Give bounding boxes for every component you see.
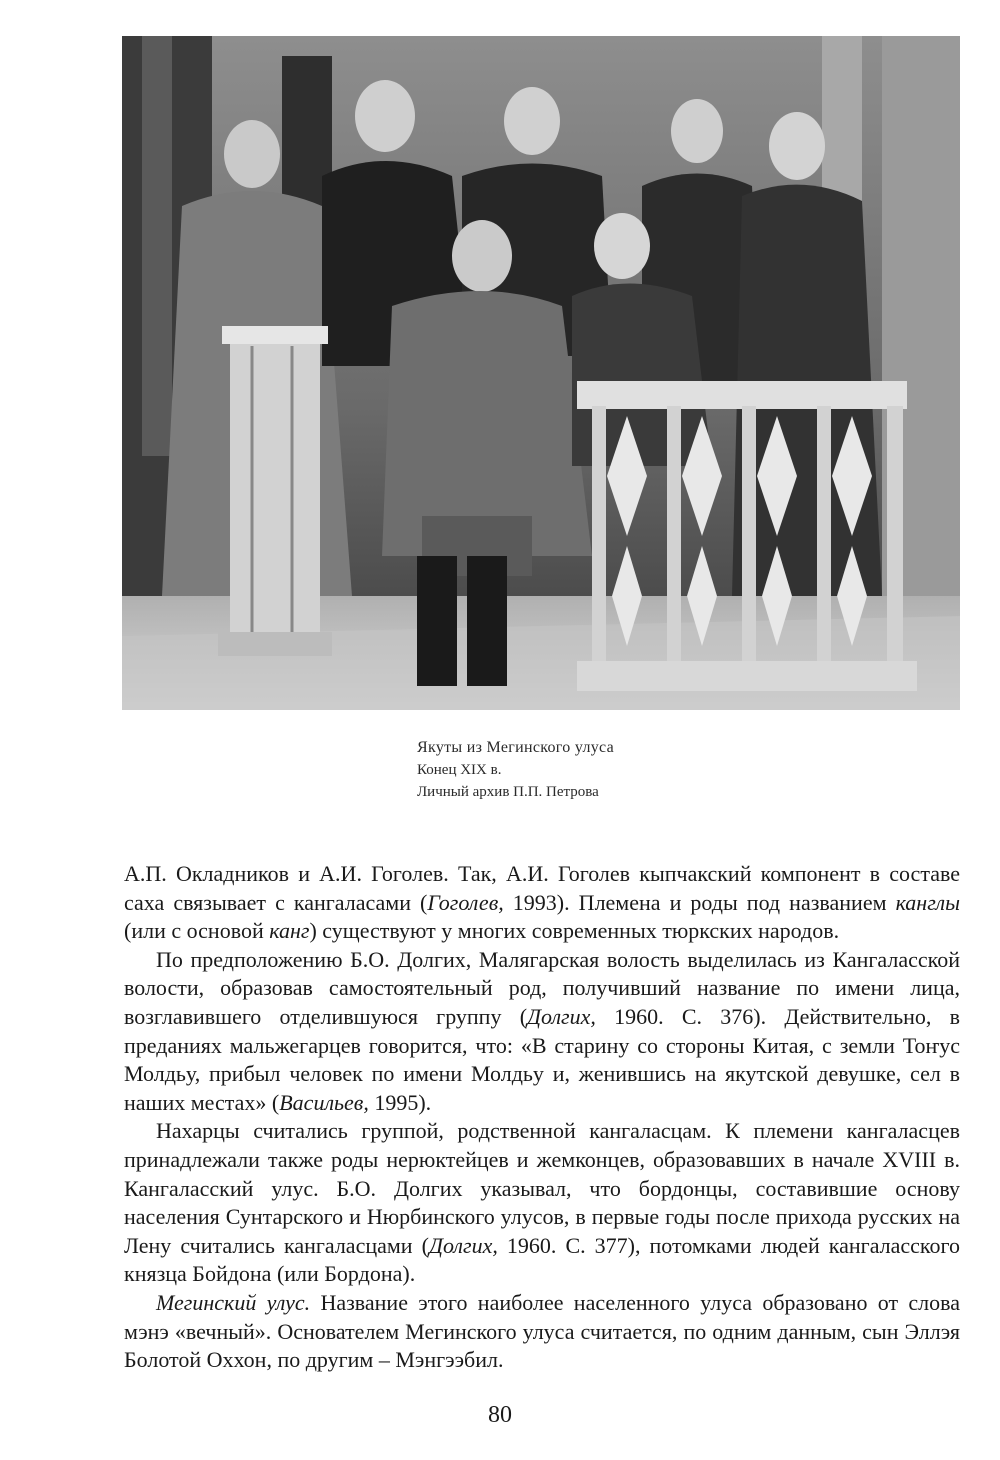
p4-text-a: Название этого наиболее населенного улуса образовано от слова мэнэ «вечный». Основателем Мегинского улуса считается, по одним данным, сын Эллэя Болотой Оххон, по другим – Мэнгээбил. <box>124 1289 960 1373</box>
paragraph-2 <box>124 946 960 1118</box>
p3-text-a: Нахарцы считались группой, родственной кангаласцам. К племени кангаласцев принадлежали также роды нерюктейцев и жемконцев, образовавших в начале XVIII в. Кангаласский улус. Б.О. Долгих указывал, что бордонцы, составившие основу населения Сунтарского и Нюрбинского улусов, в первые годы после прихода русских на Лену считались кангаласцами ( <box>124 1118 960 1258</box>
body-text <box>124 860 960 1375</box>
p2-citation-author-1: Долгих, <box>527 1003 596 1029</box>
page-number: 80 <box>488 1402 512 1428</box>
p2-text-b: 1960. С. 376). Действительно, в преданиях мальжегарцев говорится, что: «В старину со стороны Китая, с земли Тоҥус Молдьу, прибыл человек по имени Молдьу и, женившись на якутской девушке, сел в наших местах» ( <box>124 1003 960 1115</box>
p1-text-a: А.П. Окладников и А.И. Гоголев. Так, А.И. Гоголев кыпчакский компонент в составе саха связывает с кангаласами ( <box>124 861 960 915</box>
p1-text-c: (или с основой <box>124 918 270 944</box>
p1-term-kang: канг <box>269 918 310 944</box>
paragraph-3 <box>124 1117 960 1289</box>
p2-citation-author-2: Васильев, <box>279 1089 369 1115</box>
p3-citation-author: Долгих, <box>428 1232 498 1258</box>
p2-text-c: 1995). <box>368 1089 432 1115</box>
p1-text-d: ) существуют у многих современных тюркских народов. <box>309 918 840 944</box>
paragraph-1 <box>124 860 960 946</box>
caption-source: Личный архив П.П. Петрова <box>417 784 599 800</box>
p1-citation-author: Гоголев, <box>427 889 504 915</box>
p1-term-kangly: канглы <box>895 889 961 915</box>
paragraph-4 <box>124 1289 960 1375</box>
p1-text-b: 1993). Племена и роды под названием <box>503 889 896 915</box>
caption-date: Конец XIX в. <box>417 762 502 778</box>
group-portrait-photo-icon <box>122 36 960 710</box>
historical-group-photo <box>122 36 960 710</box>
caption-title: Якуты из Мегинского улуса <box>417 739 615 756</box>
photo-caption <box>417 737 614 803</box>
p2-text-a: По предположению Б.О. Долгих, Малягарская волость выделилась из Кангаласской волости, образовав самостоятельный род, получивший название по имени лица, возглавившего отделившуюся группу ( <box>124 946 960 1029</box>
p4-heading-meginsky: Мегинский улус. <box>156 1289 311 1315</box>
p3-text-b: 1960. С. 377), потомками людей кангаласского князца Бойдона (или Бордона). <box>124 1232 960 1287</box>
